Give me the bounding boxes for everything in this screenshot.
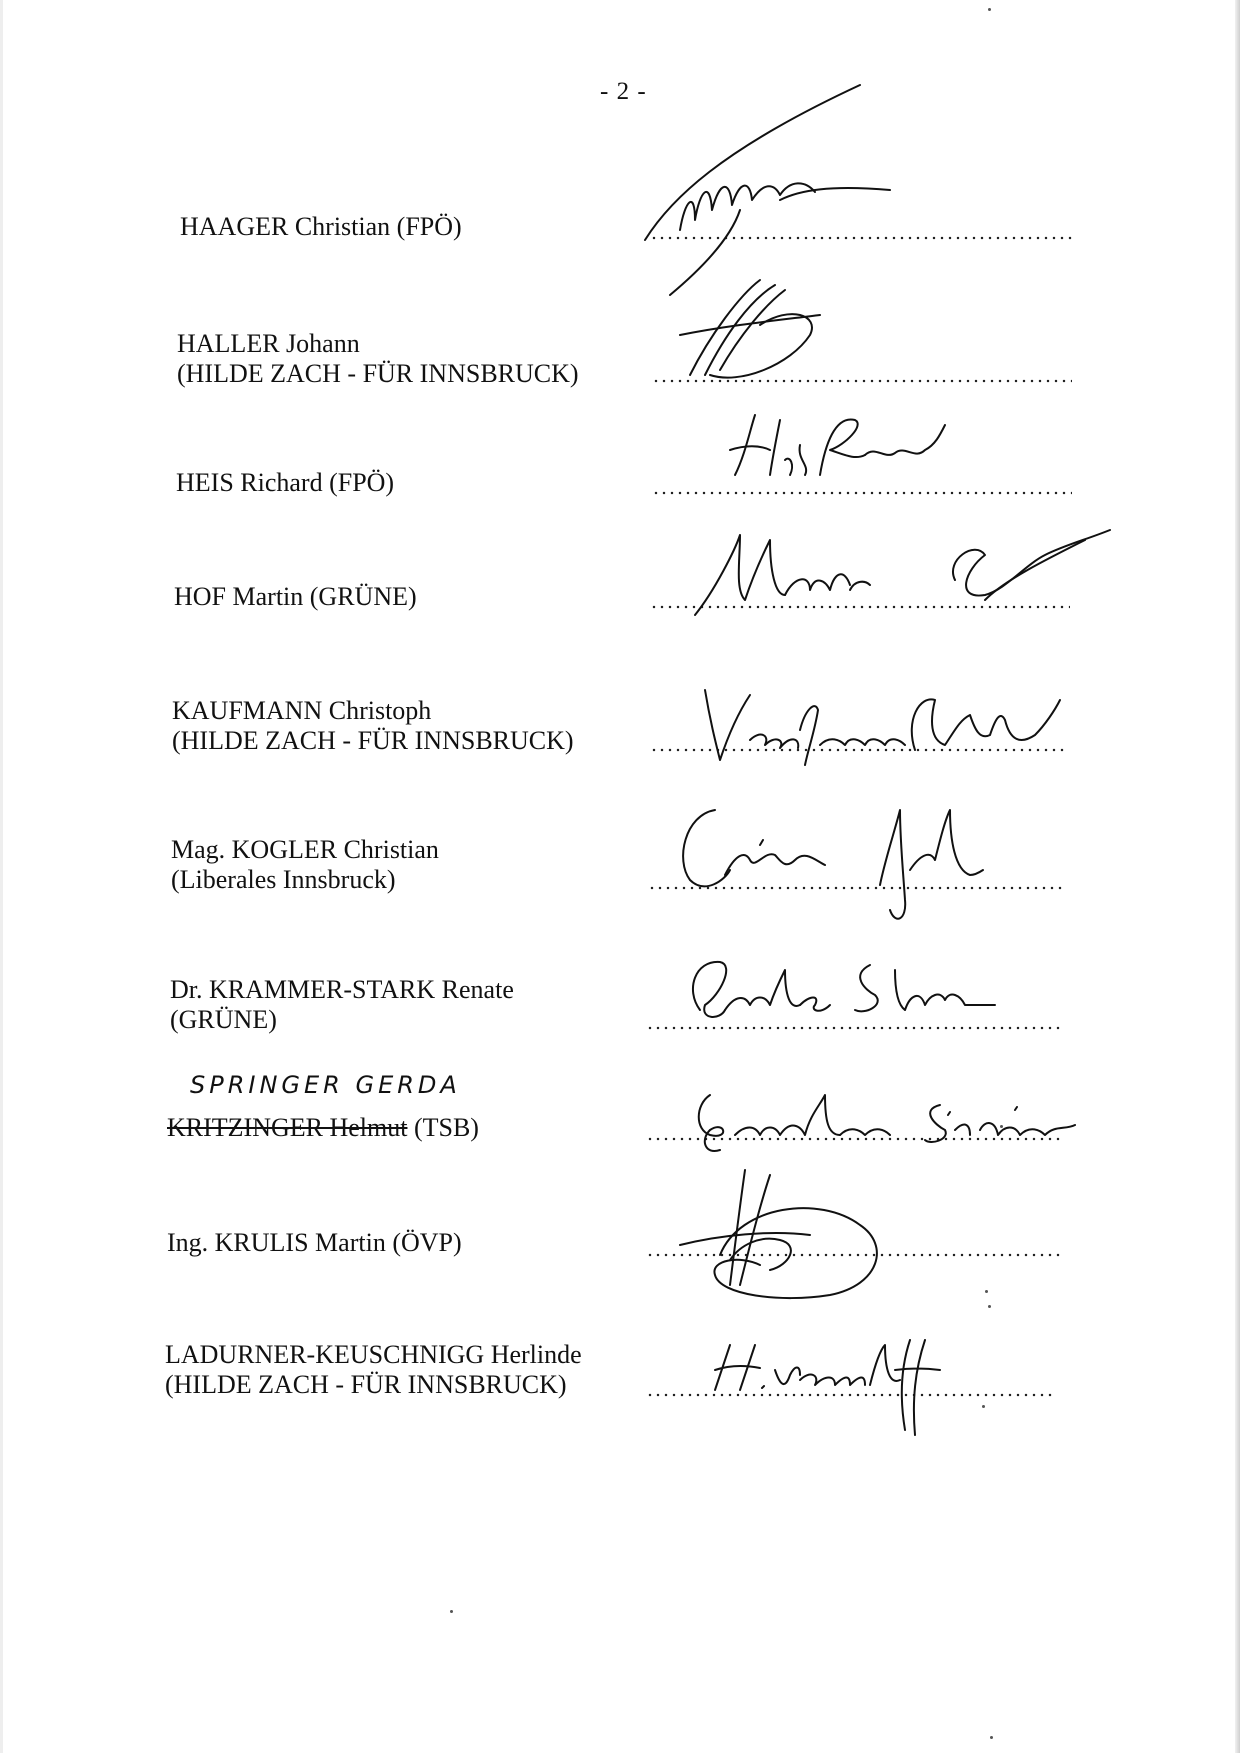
- scan-speck: [982, 1405, 985, 1408]
- signatory-party: (HILDE ZACH - FÜR INNSBRUCK): [177, 359, 579, 388]
- signatory-krammer-stark: [170, 975, 514, 1035]
- signature-krulis: [660, 1165, 910, 1305]
- signatory-party: (HILDE ZACH - FÜR INNSBRUCK): [172, 726, 574, 755]
- signature-haller: [670, 275, 850, 395]
- signatory-kaufmann: [172, 696, 574, 756]
- scan-edge-left: [0, 0, 3, 1753]
- scan-edge-right: [1235, 0, 1240, 1753]
- signatory-name: HAAGER Christian (FPÖ): [180, 212, 462, 241]
- signatory-name: HEIS Richard (FPÖ): [176, 468, 395, 497]
- struck-name: KRITZINGER Helmut: [167, 1113, 408, 1142]
- scan-speck: [1000, 1125, 1003, 1128]
- signature-line: [652, 491, 1072, 495]
- signatory-name: Ing. KRULIS Martin (ÖVP): [167, 1228, 462, 1257]
- signatory-name: HOF Martin (GRÜNE): [174, 582, 417, 611]
- signatory-party: (TSB): [407, 1113, 479, 1142]
- signatory-krulis: [167, 1228, 462, 1258]
- page-number: - 2 -: [600, 78, 647, 105]
- scan-speck: [990, 1736, 993, 1739]
- handwritten-correction: SPRINGER GERDA: [190, 1071, 461, 1099]
- signatory-hof: [174, 582, 417, 612]
- signatory-heis: [176, 468, 394, 498]
- signature-springer: [680, 1080, 1080, 1160]
- signatory-party: (Liberales Innsbruck): [171, 865, 396, 894]
- signatory-name: LADURNER-KEUSCHNIGG Herlinde: [165, 1340, 582, 1369]
- scan-speck: [988, 8, 991, 11]
- signatory-haager: [180, 212, 462, 242]
- scan-speck: [450, 1610, 453, 1613]
- signatory-name: Mag. KOGLER Christian: [171, 835, 439, 864]
- signatory-name: HALLER Johann: [177, 329, 360, 358]
- signature-keuschnigg: [700, 1330, 960, 1440]
- signatory-party: (HILDE ZACH - FÜR INNSBRUCK): [165, 1370, 567, 1399]
- scan-speck: [988, 1305, 991, 1308]
- signatory-springer: [167, 1113, 479, 1143]
- signature-kogler: [665, 800, 985, 930]
- signature-kaufmann: [690, 680, 1070, 770]
- signatory-haller: [177, 329, 579, 389]
- signatory-name: Dr. KRAMMER-STARK Renate: [170, 975, 514, 1004]
- signature-stark: [680, 950, 1000, 1030]
- signatory-ladurner: [165, 1340, 582, 1400]
- signature-heis: [725, 405, 965, 485]
- signature-haager: [640, 80, 900, 300]
- signatory-name: KAUFMANN Christoph: [172, 696, 432, 725]
- scan-speck: [985, 1290, 988, 1293]
- signatory-party: (GRÜNE): [170, 1005, 277, 1034]
- signatory-kogler: [171, 835, 439, 895]
- signature-hof: [685, 520, 1115, 630]
